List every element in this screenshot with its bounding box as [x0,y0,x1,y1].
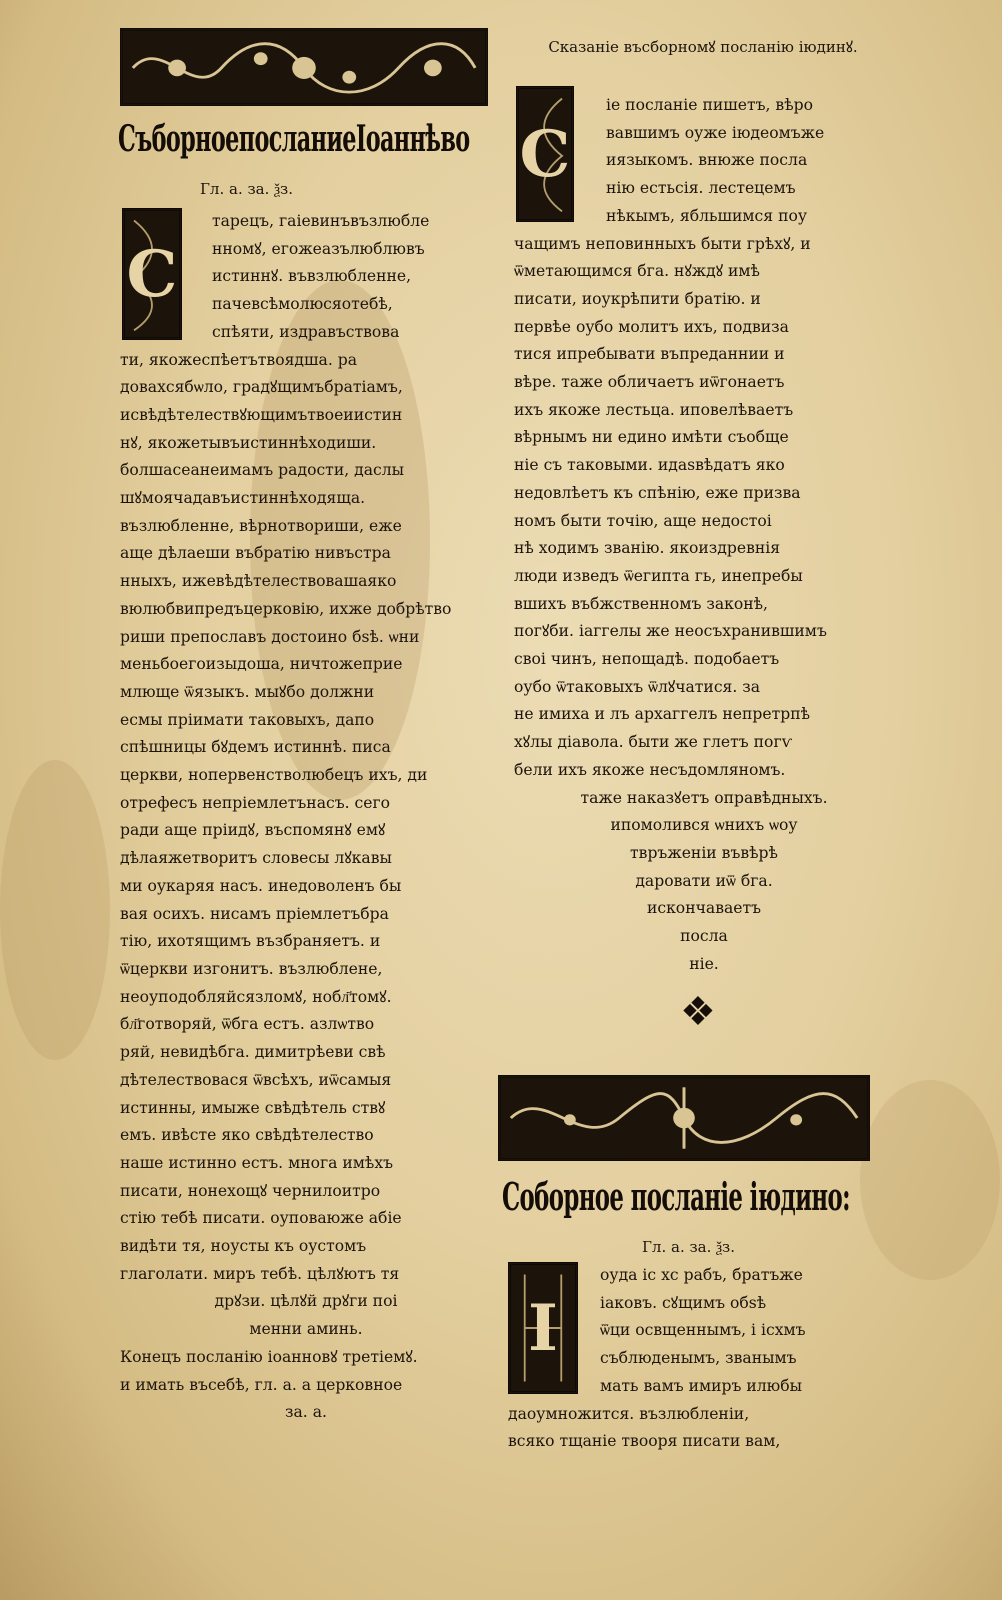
right-body-text [514,92,894,979]
drop-cap-right: С [516,86,574,222]
text-line: Конецъ посланію іоанновꙋ третіемꙋ. [120,1347,418,1366]
text-line: исвѣдѣтелествꙋющимътвоеиистин [120,405,403,424]
text-line: даоумножится. възлюбленіи, [508,1404,750,1423]
drop-cap: С [122,208,182,340]
text-line: нѣ ходимъ званію. якоиздревнія [514,539,781,558]
text-line: риши препославъ достоино бѕѣ. ѡни [120,627,420,646]
chapter-note-2: Гл. а. за. ѯз. [642,1238,736,1256]
text-line: чащимъ неповинныхъ быти грѣхꙋ, и [514,234,811,253]
text-line: писати, иоукрѣпити братію. и [514,289,761,308]
text-line: ми оукаряя насъ. инедоволенъ бы [120,876,402,895]
text-line: церкви, нопервенстволюбецъ ихъ, ди [120,766,428,785]
text-line: иязыкомъ. внюже посла [606,151,808,170]
text-line: твръженіи въвѣрѣ [630,843,778,862]
text-line: погꙋби. іаггелы же неосъхранившимъ [514,622,827,641]
text-line: вюлюбвипредъцерковію, ихже добрѣтво [120,599,452,618]
text-line: бл҃готворяй, ѿбга естъ. азлѡтво [120,1015,375,1034]
text-line: и имать въсебѣ, гл. а. а церковное [120,1375,403,1394]
text-line: вавшимъ оуже іюдеомъже [606,123,825,142]
vine-ornament-icon [501,1078,867,1158]
text-line: аще дѣлаеши въбратію нивъстра [120,544,391,563]
text-line: ради аще пріидꙋ, въспомянꙋ емꙋ [120,821,386,840]
text-line: посла [680,927,728,946]
commentary-heading: Сказаніе въсборномꙋ посланію іюдинꙋ. [548,38,858,56]
text-line: даровати иѿ бга. [635,871,773,890]
text-line: нныхъ, ижевѣдѣтелествовашаяко [120,572,397,591]
text-line: вая осихъ. нисамъ пріемлетъбра [120,904,389,923]
text-line: писати, нонехощꙋ чернилоитро [120,1181,381,1200]
text-line: млюще ѿязыкъ. мыꙋбо должни [120,682,375,701]
text-line: вѣрнымъ ни едино имѣти съобще [514,428,789,447]
text-line: оубо ѿтаковыхъ ѿлꙋчатися. за [514,677,761,696]
text-line: есмы пріимати таковыхъ, дапо [120,710,375,729]
left-body-text [120,208,492,1427]
text-line: за. а. [285,1403,327,1422]
text-line: емъ. ивѣсте яко свѣдѣтелество [120,1126,374,1145]
text-line: пачевсѣмолюсяотебѣ, [212,295,393,314]
vine-ornament-icon [123,31,485,103]
text-line: ніе съ таковыми. идаѕвѣдатъ яко [514,456,785,475]
text-line: хꙋлы діавола. быти же глетъ погѵ [514,733,793,752]
text-line: бели ихъ якоже несъдомляномъ. [514,760,786,779]
text-line: спѣяти, издравъствова [212,322,400,341]
text-line: неоуподобляйсязломꙋ, нобл҃томꙋ. [120,987,392,1006]
epistle-title: СъборноепосланиеІоаннѣво [118,118,470,160]
text-line: іаковъ. сꙋщимъ обѕѣ [600,1293,767,1312]
text-line: не имиха и лъ архаггелъ непретрпѣ [514,705,811,724]
headpiece-ornament-2 [498,1075,870,1161]
text-line: тися ипребывати въпреданнии и [514,345,785,364]
epistle-title-2: Соборное посланіе іюдино: [502,1174,850,1219]
text-line: ряй, невидѣбга. димитрѣеви свѣ [120,1043,386,1062]
text-line: стію тебѣ писати. оуповаюже абіе [120,1209,402,1228]
text-line: меньбоегоизыдоша, ничтожеприе [120,655,403,674]
headpiece-ornament [120,28,488,106]
text-line: первѣе оубо молитъ ихъ, подвиза [514,317,789,336]
text-line: таже наказꙋетъ оправѣдныхъ. [580,788,828,807]
text-line: иcкончаваетъ [646,899,762,918]
text-line: ѿци освщеннымъ, і ісхмъ [600,1321,806,1340]
text-line: вшихъ въбжственномъ законѣ, [514,594,769,613]
text-line: своі чинъ, непощадѣ. подобаетъ [514,650,780,669]
text-line: спѣшницы бꙋдемъ истиннѣ. писа [120,738,391,757]
text-line: истинны, имыже свѣдѣтель ствꙋ [120,1098,386,1117]
chapter-note: Гл. а. за. ѯз. [200,180,294,198]
drop-cap-3: І [508,1262,578,1394]
text-line: мать вамъ имиръ илюбы [600,1376,803,1395]
text-line: наше истинно естъ. многа имѣхъ [120,1153,394,1172]
text-line: менни аминь. [249,1320,363,1339]
text-line: видѣти тя, ноусты къ оустомъ [120,1237,367,1256]
text-line: ѿцеркви изгонитъ. възлюблене, [120,959,383,978]
text-line: люди изведъ ѿегипта гь, инепребы [514,566,803,585]
text-line: ипомолився ѡнихъ ѡоу [610,816,798,835]
text-line: тарецъ, гаіевинъвъзлюбле [212,212,430,230]
text-line: дѣлаяжетворитъ словесы лꙋкавы [120,849,392,868]
text-line: нѣкымъ, ябльшимся поу [606,206,808,225]
text-line: съблюденымъ, званымъ [600,1349,797,1368]
text-line: отрефесъ непріемлетънасъ. сего [120,793,391,812]
text-line: възлюбленне, вѣрнотвориши, еже [120,516,402,535]
text-line: нномꙋ, егожеазълюблювъ [212,239,425,258]
text-line: шꙋмоячадавъистиннѣходяща. [120,489,366,508]
text-line: нію естьсія. лестецемъ [606,179,796,198]
text-line: тію, ихотящимъ възбраняетъ. и [120,932,381,951]
text-line: дрꙋзи. цѣлꙋй дрꙋги поі [214,1292,398,1311]
text-line: недовлѣетъ къ спѣнію, еже призва [514,483,801,502]
text-line: дѣтелествовася ѿвсѣхъ, иѿсамыя [120,1070,392,1089]
edge-stain-right [860,1080,1000,1280]
text-line: іе посланіе пишетъ, вѣро [606,96,813,114]
text-line: ѿметающимся бга. нꙋждꙋ имѣ [514,262,760,281]
jude-body-text [508,1262,894,1456]
edge-stain [0,760,110,1060]
text-line: ніе. [689,954,719,973]
text-line: нꙋ, якожетывъистиннѣходиши. [120,433,377,452]
text-line: всяко тщаніе твооря писати вам, [508,1432,781,1451]
text-line: ти, якожеспѣетътвоядша. ра [120,350,358,369]
text-line: довахсябѡло, градꙋщимъбратіамъ, [120,378,403,397]
text-line: вѣре. таже обличаетъ иѿгонаетъ [514,373,785,392]
fleuron-icon: ❖ [680,989,716,1035]
text-line: глаголати. миръ тебѣ. цѣлꙋютъ тя [120,1264,400,1283]
text-line: оуда іс хс рабъ, братъже [600,1266,803,1284]
text-line: номъ быти точію, аще недостоі [514,511,772,530]
text-line: истиннꙋ. въвзлюбленне, [212,267,412,286]
text-line: ихъ якоже лестьца. иповелѣваетъ [514,400,794,419]
text-line: болшасеанеимамъ радости, даслы [120,461,405,480]
